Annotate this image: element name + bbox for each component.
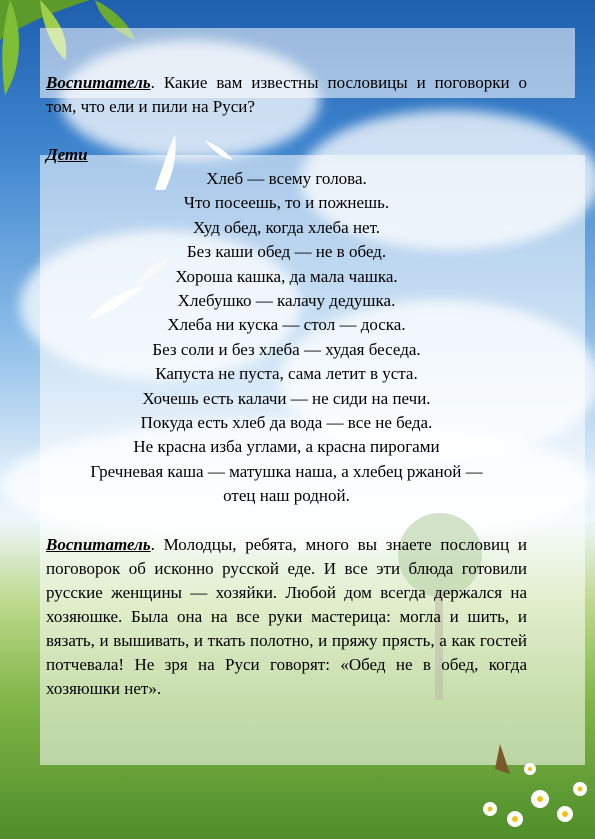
proverb-line: Хлеба ни куска — стол — доска. <box>167 315 406 335</box>
proverb-line: Без соли и без хлеба — худая беседа. <box>152 339 421 359</box>
proverb-line: Гречневая каша — матушка наша, а хлебец ржаной — <box>90 461 483 481</box>
document-body <box>46 71 527 701</box>
proverb-line: Хлеб — всему голова. <box>206 169 367 188</box>
proverb-line: отец наш родной. <box>223 486 350 506</box>
proverb-line: Покуда есть хлеб да вода — все не беда. <box>140 413 433 433</box>
proverb-line: Капуста не пуста, сама летит в уста. <box>155 364 418 384</box>
speaker-label: Воспитатель <box>46 73 151 92</box>
proverbs-list <box>46 167 527 509</box>
proverb-line: Хороша кашка, да мала чашка. <box>175 266 398 286</box>
intro-text: . Какие вам известны пословицы и поговорки о том, что ели и пили на Руси? <box>46 73 527 116</box>
intro-paragraph <box>46 71 527 119</box>
speaker-label: Воспитатель <box>46 534 151 554</box>
proverb-line: Не красна изба углами, а красна пирогами <box>133 437 440 457</box>
butterfly-icon <box>495 744 510 774</box>
proverb-line: Худ обед, когда хлеба нет. <box>193 217 380 237</box>
proverb-line: Хочешь есть калачи — не сиди на печи. <box>142 388 431 408</box>
proverb-line: Без каши обед — не в обед. <box>186 242 387 262</box>
outro-text: . Молодцы, ребята, много вы знаете пословиц и поговорок об исконно русской еде. И все эти блюда готовили русские женщины — хозяйки. Любой дом всегда держался на хозяюшке. Была она на все руки мастерица: могла и шить, и вязать, и вышивать, и ткать полотно, и пряжу прясть, а как гостей потчевала! Не зря на Руси говорят: «Обед не в обед, когда хозяюшки нет». <box>46 534 527 698</box>
outro-paragraph <box>46 533 527 701</box>
daisies-decoration <box>470 739 595 839</box>
proverb-line: Что посеешь, то и пожнешь. <box>183 193 390 213</box>
children-heading: Дети <box>46 145 88 164</box>
proverb-line: Хлебушко — калачу дедушка. <box>177 291 396 311</box>
